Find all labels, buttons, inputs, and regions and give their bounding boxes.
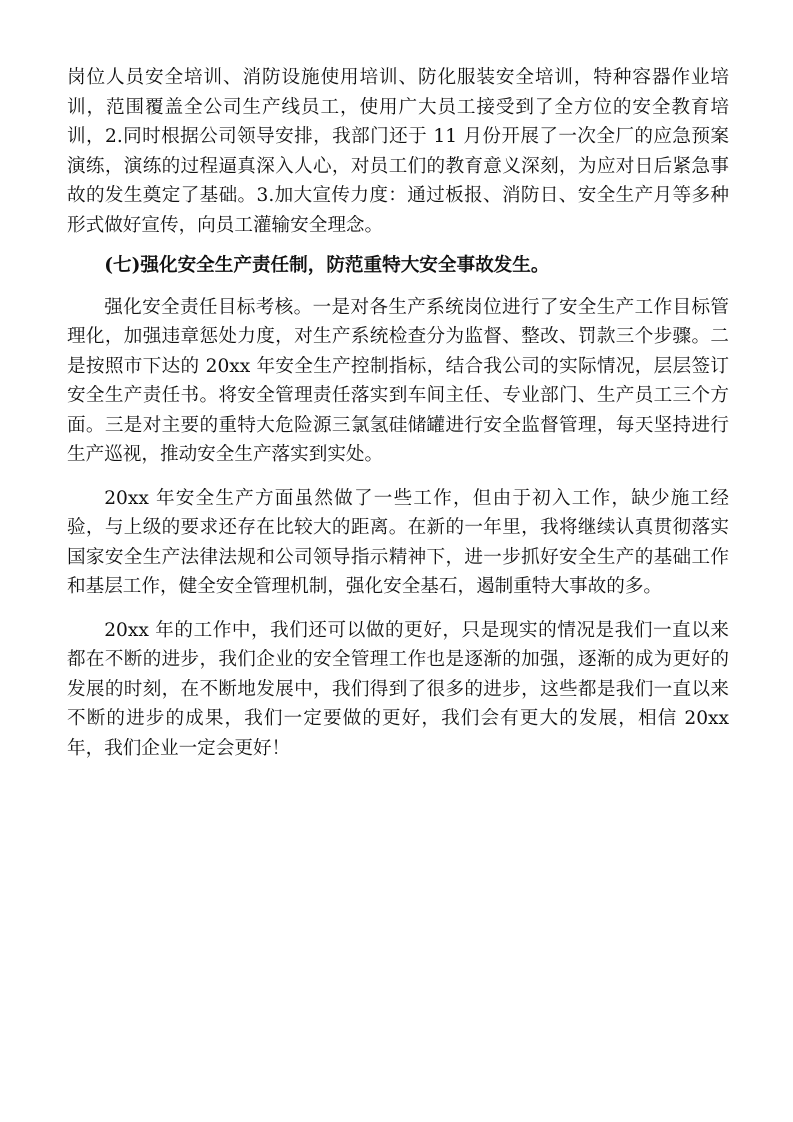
paragraph-summary: 20xx 年安全生产方面虽然做了一些工作，但由于初入工作，缺少施工经验，与上级的要求还存在比较大的距离。在新的一年里，我将继续认真贯彻落实国家安全生产法律法规和公司领导指示精神下，进一步抓好安全生产的基础工作和基层工作，健全安全管理机制，强化安全基石，遏制重特大事故的多。 xyxy=(67,487,729,597)
paragraph-training-continuation: 岗位人员安全培训、消防设施使用培训、防化服装安全培训，特种容器作业培训，范围覆盖全公司生产线员工，使用广大员工接受到了全方位的安全教育培训，2.同时根据公司领导安排，我部门还于 11 月份开展了一次全厂的应急预案演练，演练的过程逼真深入人心，对员工们的教育意义深刻，为应对日后紧急事故的发生奠定了基础。3.加大宣传力度：通过板报、消防日、安全生产月等多种形式做好宣传，向员工灌输安全理念。 xyxy=(67,67,729,236)
paragraph-responsibility: 强化安全责任目标考核。一是对各生产系统岗位进行了安全生产工作目标管理化，加强违章惩处力度，对生产系统检查分为监督、整改、罚款三个步骤。二是按照市下达的 20xx 年安全生产控制指标，结合我公司的实际情况，层层签订安全生产责任书。将安全管理责任落实到车间主任、专业部门、生产员工三个方面。三是对主要的重特大危险源三氯氢硅储罐进行安全监督管理，每天坚持进行生产巡视，推动安全生产落实到实处。 xyxy=(67,296,729,465)
section-heading-seven: (七)强化安全生产责任制，防范重特大安全事故发生。 xyxy=(104,255,550,276)
paragraph-outlook: 20xx 年的工作中，我们还可以做的更好，只是现实的情况是我们一直以来都在不断的进步，我们企业的安全管理工作也是逐渐的加强，逐渐的成为更好的发展的时刻，在不断地发展中，我们得到了很多的进步，这些都是我们一直以来不断的进步的成果，我们一定要做的更好，我们会有更大的发展，相信 20xx 年，我们企业一定会更好！ xyxy=(67,619,729,759)
document-body xyxy=(67,63,729,763)
